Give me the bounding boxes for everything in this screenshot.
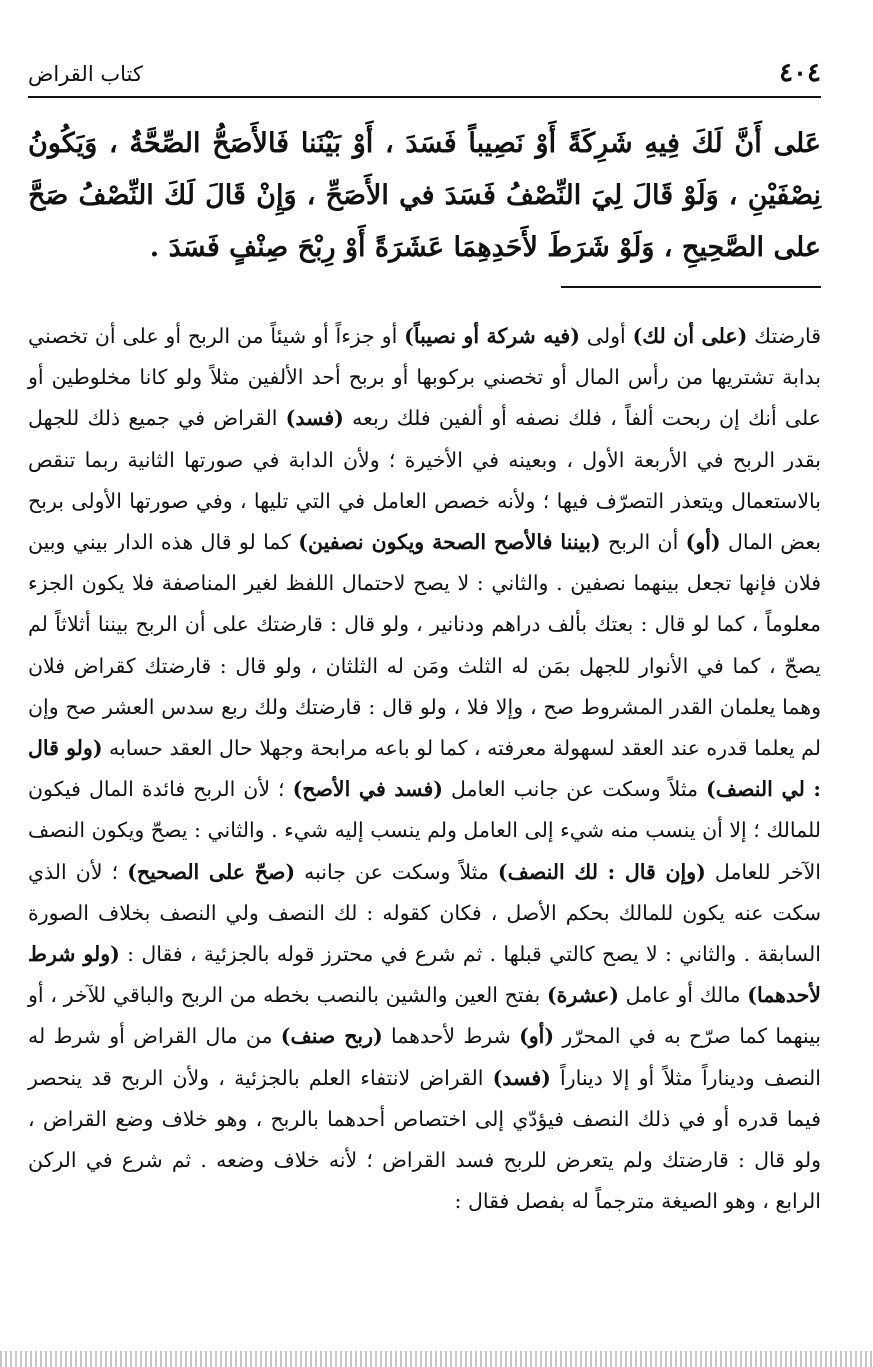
quoted-main-text: (أو)	[519, 1024, 555, 1049]
separator-line	[561, 286, 821, 288]
main-text-line: شَرَطَ لأَحَدِهِمَا عَشَرَةً أَوْ رِبْحَ صِنْفٍ فَسَدَ .	[149, 232, 610, 263]
quoted-main-text: (على أن لك)	[632, 324, 748, 348]
quoted-main-text: (صحّ على الصحيح)	[127, 859, 296, 884]
commentary-segment: أو جزءاً أو شيئاً من الربح أو على أن تخصني بدابة تشتريها من رأس المال أو تخصني بركوبها أو بربح أحد الألفين مثلاً ولو كانا مخلوطين أو على أنك إن ربحت ألفاً ، فلك نصفه أو ألفين فلك ربعه	[28, 324, 821, 431]
main-text	[28, 118, 821, 274]
quoted-main-text: (ولو قال : لي النصف)	[28, 736, 822, 802]
commentary-segment: من مال القراض أو شرط له النصف وديناراً مثلاً أو إلا ديناراً	[28, 1024, 821, 1090]
decorative-footer-border	[0, 1351, 873, 1367]
quoted-main-text: (فسد)	[492, 1065, 551, 1090]
quoted-main-text: (فسد في الأصح)	[292, 777, 443, 802]
main-text-line: عَلى أَنَّ لَكَ فِيهِ شَرِكَةً أَوْ نَصِيباً فَسَدَ ، أَوْ بَيْنَنا فَالأَصَحُّ الصِّحَّةُ ، وَيَكُونُ نِصْفَيْنِ ، وَلَوْ	[28, 128, 822, 211]
quoted-main-text: (فيه شركة أو نصيباً)	[404, 324, 580, 348]
page-header	[28, 56, 821, 98]
commentary-segment: القراض لانتفاء العلم بالجزئية ، ولأن الربح قد ينحصر فيما قدره أو في ذلك النصف فيؤدّي إلى اختصاص أحدهما بالربح ، وهو خلاف وضع القراض ، ولو قال : قارضتك ولم يتعرض للربح فسد القراض ؛ لأنه خلاف وضعه . ثم شرع في الركن الرابع ، وهو الصيغة مترجماً له بفصل فقال :	[28, 1065, 821, 1214]
main-text-line: قَالَ لِيَ النِّصْفُ فَسَدَ في الأَصَحِّ ، وَإِنْ قَالَ لَكَ النِّصْفُ صَحَّ على الصَّحِيحِ ، وَلَوْ	[28, 180, 821, 263]
book-title: كتاب القراض	[28, 62, 143, 86]
commentary-segment: ؛ لأن الذي سكت عنه يكون للمالك بحكم الأصل ، فكان كقوله : لك النصف ولي النصف بخلاف الصورة السابقة . والثاني : لا يصح كالتي قبلها . ثم شرع في محترز قوله بالجزئية ، فقال :	[28, 859, 821, 967]
quoted-main-text: (عشرة)	[546, 983, 619, 1008]
commentary-segment: مثلاً وسكت عن جانب العامل	[442, 777, 707, 802]
commentary-segment: مثلاً وسكت عن جانبه	[295, 859, 498, 884]
commentary-segment: القراض في جميع ذلك للجهل بقدر الربح في الأربعة الأول ، وبعينه في الأخيرة ؛ ولأن الدابة في صورتها الثانية ربما تنقص بالاستعمال ويتعذر التصرّف فيها ؛ ولأنه خصص العامل في التي تليها ، وفي صورتها الأولى بربح بعض المال	[28, 406, 821, 555]
commentary-segment: أولى	[579, 324, 633, 348]
quoted-main-text: (فسد)	[285, 406, 344, 431]
commentary-segment: كما لو قال هذه الدار بيني وبين فلان فإنها تجعل بينهما نصفين . والثاني : لا يصح لاحتمال اللفظ لغير المناصفة فلا يكون الجزء معلوماً ، كما لو قال : بعتك بألف دراهم ودنانير ، ولو قال : قارضتك على أن الربح بيننا أثلاثاً لم يصحّ ، كما في الأنوار للجهل بمَن له الثلث ومَن له الثلثان ، ولو قال : قارضتك كقراض فلان وهما يعلمان القدر المشروط صح ، وإلا فلا ، ولو قال : قارضتك ولك ربع سدس العشر صح وإن لم يعلما قدره عند العقد لسهولة معرفته ، كما لو باعه مرابحة وجهلا حال العقد حسابه	[28, 530, 821, 761]
quoted-main-text: (بيننا فالأصح الصحة ويكون نصفين)	[298, 530, 601, 555]
commentary-segment: بفتح العين والشين بالنصب بخطه من الربح والباقي للآخر ، أو بينهما كما صرّح به في المحرّر	[28, 983, 821, 1049]
quoted-main-text: (ولو شرط لأحدهما)	[28, 942, 821, 1008]
commentary-segment: ؛ لأن الربح فائدة المال فيكون للمالك ؛ إلا أن ينسب منه شيء إلى العامل ولم ينسب إليه شيء . والثاني : يصحّ ويكون النصف الآخر للعامل	[28, 777, 822, 884]
commentary-text	[28, 316, 821, 1222]
commentary-paragraph	[28, 316, 821, 1222]
commentary-segment: شرط لأحدهما	[382, 1024, 520, 1049]
commentary-segment: أن الربح	[600, 530, 686, 555]
commentary-segment: مالك أو عامل	[618, 983, 748, 1008]
quoted-main-text: (وإن قال : لك النصف)	[497, 859, 706, 884]
quoted-main-text: (أو)	[685, 530, 721, 555]
commentary-segment: قارضتك	[747, 324, 821, 348]
quoted-main-text: (ربح صنف)	[280, 1024, 383, 1049]
page-number: ٤٠٤	[779, 58, 821, 88]
